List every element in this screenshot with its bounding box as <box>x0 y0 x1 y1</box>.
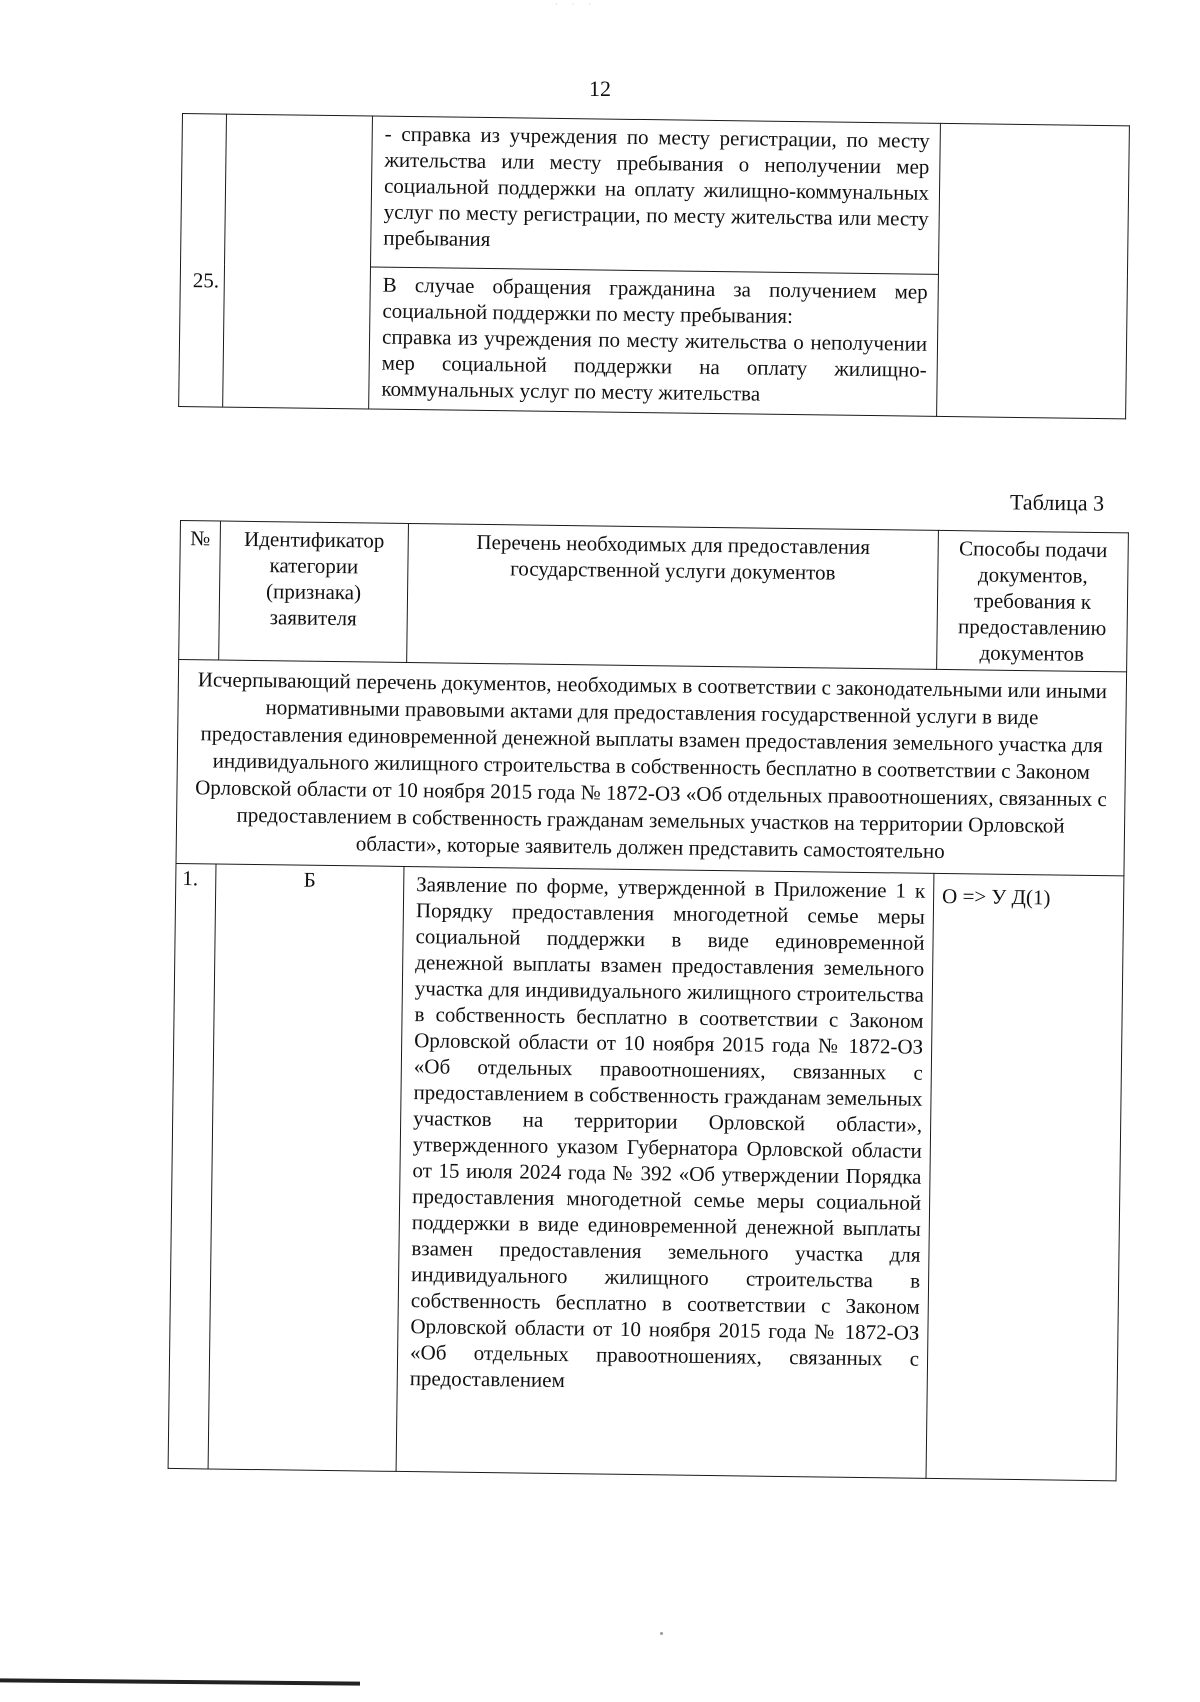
header-category: Идентификатор категории (признака) заявителя <box>219 521 409 662</box>
category-value: Б <box>303 867 316 892</box>
method-value: О => У Д(1) <box>941 884 1051 910</box>
table-row <box>168 863 1124 1480</box>
header-num: № <box>179 521 221 661</box>
header-documents: Перечень необходимых для предоставления государственной услуги документов <box>407 523 939 669</box>
category-cell <box>208 864 404 1471</box>
page-number: 12 <box>589 76 611 101</box>
row-number: 1. <box>182 866 199 891</box>
document-cell <box>396 866 934 1478</box>
category-cell <box>223 114 373 409</box>
table-row <box>181 114 1130 277</box>
table-header-row <box>179 521 1129 672</box>
document-text: - справка из учреждения по месту регистрации, по месту жительства или месту пребывания о неполучении мер социальной поддержки на оплату жилищно-коммунальных услуг по месту регистрации, по месту жительства или месту пребывания <box>383 121 930 252</box>
section-row <box>176 659 1127 875</box>
table-caption: Таблица 3 <box>1009 489 1105 516</box>
table-3 <box>168 520 1129 1481</box>
method-cell <box>937 123 1130 418</box>
document-cell <box>369 267 939 417</box>
section-title: Исчерпывающий перечень документов, необходимых в соответствии с законодательными или иными нормативными правовыми актами для предоставления государственной услуги в виде предоставления единовременной денежной выплаты взамен предоставления земельного участка для индивидуального жилищного строительства в собственность бесплатно в соответствии с Законом Орловской области от 10 ноября 2015 года № 1872-ОЗ «Об отдельных правоотношениях, связанных с предоставлением в собственность гражданам земельных участков на территории Орловской области», которые заявитель должен представить самостоятельно <box>195 667 1108 864</box>
continued-table <box>178 113 1130 419</box>
document-text: В случае обращения гражданина за получением мер социальной поддержки по месту пребывания: справка из учреждения по месту жительства о неполучении мер социальной поддержки на оплату жилищно-коммунальных услуг по месту жительства <box>381 272 928 406</box>
method-cell <box>926 873 1124 1480</box>
document-text: Заявление по форме, утвержденной в Приложение 1 к Порядку предоставления многодетной семье меры социальной поддержки в виде единовременной денежной выплаты взамен предоставления земельного участка для индивидуального жилищного строительства в собственность бесплатно в соответствии с Законом Орловской области от 10 ноября 2015 года № 1872-ОЗ «Об отдельных правоотношениях, связанных с предоставлением в собственность гражданам земельных участков на территории Орловской области», утвержденного указом Губернатора Орловской области от 15 июля 2024 года № 392 «Об утверждении Порядка предоставления многодетной семье меры социальной поддержки в виде единовременной денежной выплаты взамен предоставления земельного участка для индивидуального жилищного строительства в собственность бесплатно в соответствии с Законом Орловской области от 10 ноября 2015 года № 1872-ОЗ «Об отдельных правоотношениях, связанных с предоставлением <box>409 872 926 1393</box>
document-cell <box>371 116 941 274</box>
section-title-cell <box>176 659 1127 875</box>
scan-edge-line <box>0 1678 360 1685</box>
header-methods: Способы подачи документов, требования к предоставлению документов <box>937 530 1129 671</box>
scan-artifact: · · · <box>555 0 597 9</box>
scan-artifact <box>660 1632 663 1635</box>
row-number-cell <box>179 114 227 408</box>
row-number: 25. <box>192 267 220 292</box>
